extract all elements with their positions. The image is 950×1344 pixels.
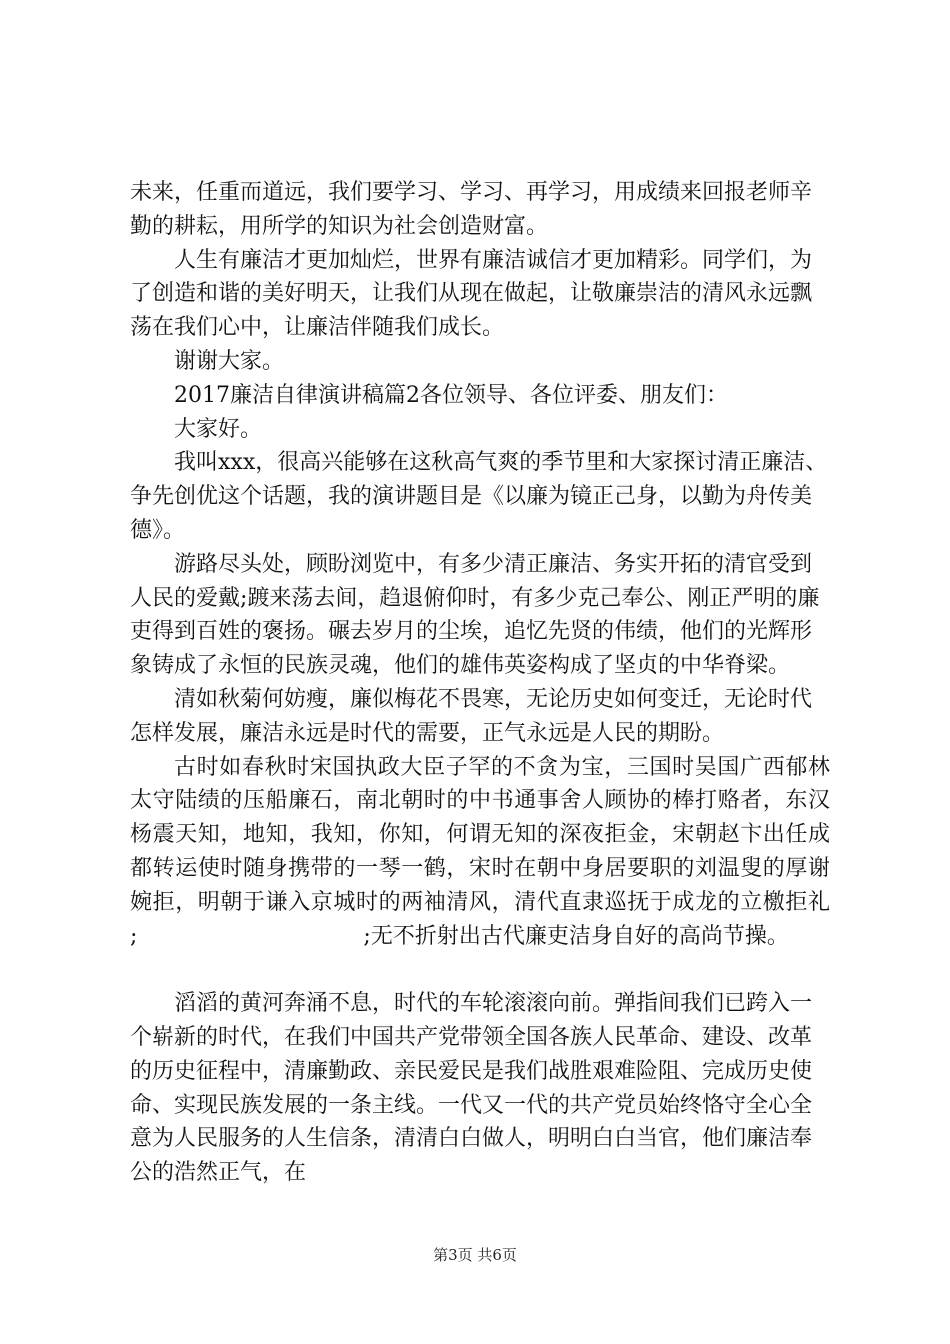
page-footer: 第3页 共6页 xyxy=(433,1246,517,1264)
paragraph: 清如秋菊何妨瘦，廉似梅花不畏寒，无论历史如何变迁，无论时代怎样发展，廉洁永远是时代的需要，正气永远是人民的期盼。 xyxy=(130,686,813,746)
semicolon: ; xyxy=(130,923,138,949)
paragraph: 滔滔的黄河奔涌不息，时代的车轮滚滚向前。弹指间我们已跨入一个崭新的时代，在我们中国共产党带领全国各族人民革命、建设、改革的历史征程中，清廉勤政、亲民爱民是我们战胜艰难险阻、完成历史使命、实现民族发展的一条主线。一代又一代的共产党员始终恪守全心全意为人民服务的人生信条，清清白白做人，明明白白当官，他们廉洁奉公的浩然正气，在 xyxy=(130,991,813,1186)
paragraph: 2017廉洁自律演讲稿篇2各位领导、各位评委、朋友们： xyxy=(174,382,728,408)
paragraph: 未来，任重而道远，我们要学习、学习、再学习，用成绩来回报老师辛勤的耕耘，用所学的知识为社会创造财富。 xyxy=(130,180,813,239)
paragraph-fragment xyxy=(130,920,830,954)
paragraph-tail: ;无不折射出古代廉吏洁身自好的高尚节操。 xyxy=(363,923,789,949)
document-body xyxy=(130,176,830,1190)
blank-line xyxy=(130,953,830,987)
paragraph: 人生有廉洁才更加灿烂，世界有廉洁诚信才更加精彩。同学们，为了创造和谐的美好明天，让我们从现在做起，让敬廉崇洁的清风永远飘荡在我们心中，让廉洁伴随我们成长。 xyxy=(130,247,813,341)
paragraph: 游路尽头处，顾盼浏览中，有多少清正廉洁、务实开拓的清官受到人民的爱戴;踱来荡去间，趋退俯仰时，有多少克己奉公、刚正严明的廉吏得到百姓的褒扬。碾去岁月的尘埃，追忆先贤的伟绩，他们的光辉形象铸成了永恒的民族灵魂，他们的雄伟英姿构成了坚贞的中华脊梁。 xyxy=(130,551,820,679)
paragraph: 大家好。 xyxy=(174,416,263,442)
paragraph: 谢谢大家。 xyxy=(174,348,285,374)
paragraph: 古时如春秋时宋国执政大臣子罕的不贪为宝，三国时吴国广西郁林太守陆绩的压船廉石，南北朝时的中书通事舍人顾协的棒打赂者，东汉杨震天知，地知，我知，你知，何谓无知的深夜拒金，宋朝赵卞出任成都转运使时随身携带的一琴一鹤，宋时在朝中身居要职的刘温叟的厚谢婉拒，明朝于谦入京城时的两袖清风，清代直隶巡抚于成龙的立檄拒礼 xyxy=(130,754,830,915)
paragraph: 我叫xxx，很高兴能够在这秋高气爽的季节里和大家探讨清正廉洁、争先创优这个话题，我的演讲题目是《以廉为镜正己身，以勤为舟传美德》。 xyxy=(130,450,828,543)
